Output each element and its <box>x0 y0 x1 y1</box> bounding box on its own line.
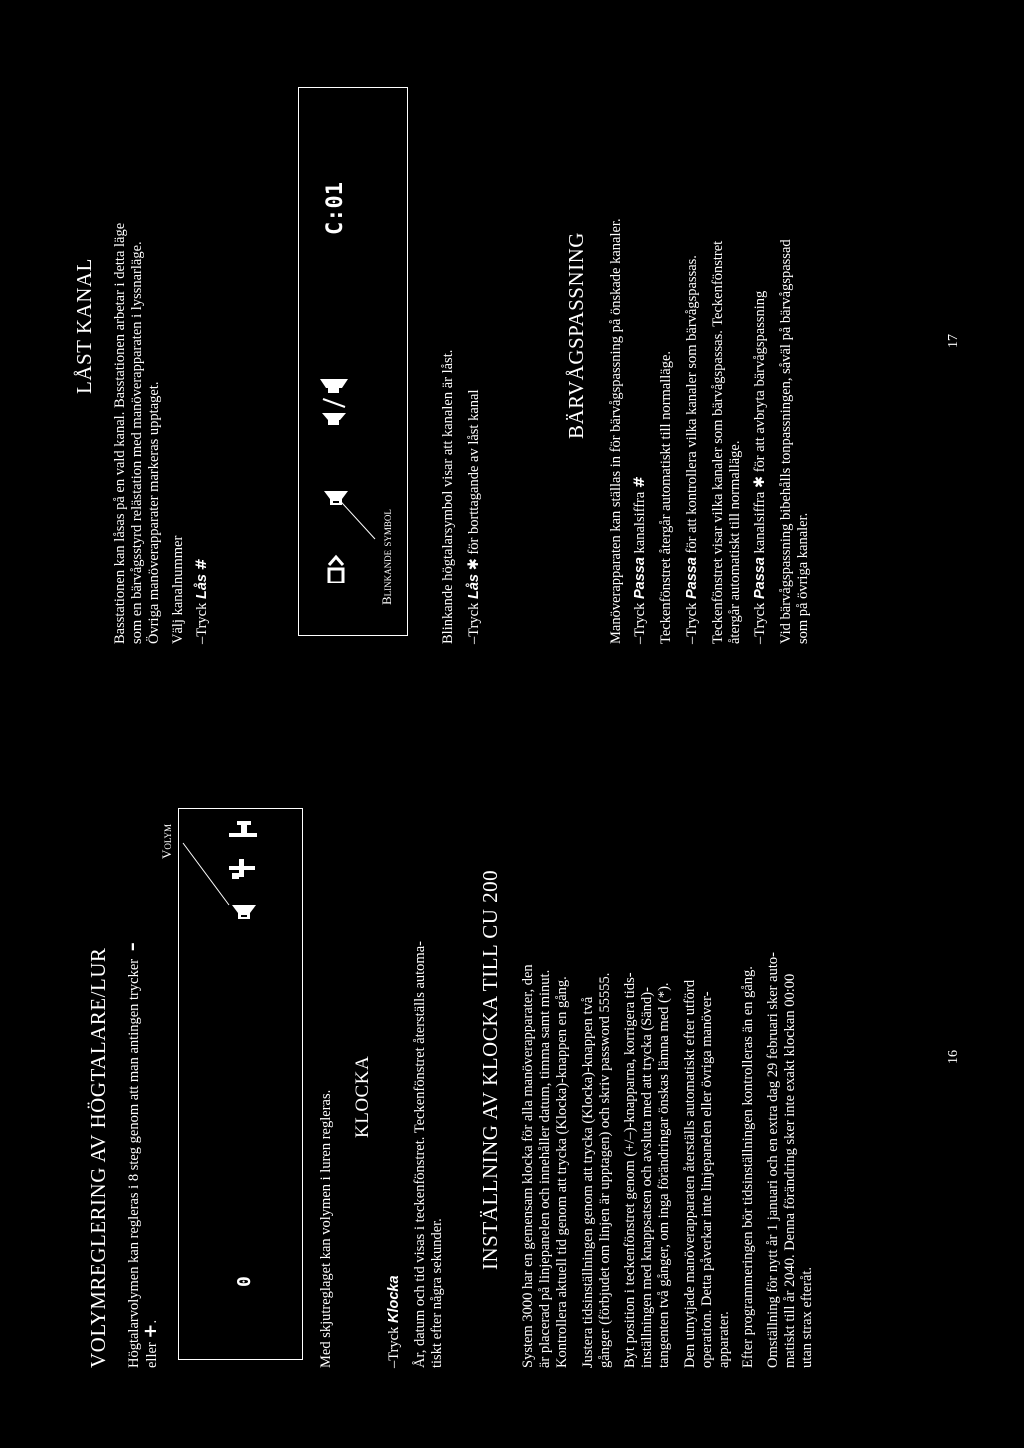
slider-text: Med skjutreglaget kan volymen i luren regleras. <box>318 1089 334 1368</box>
install-line-2: Kontrollera aktuell tid genom att trycka (Klocka)-knappen en gång. <box>554 976 570 1368</box>
blink-text: Blinkande högtalarsymbol visar att kanalen är låst. <box>440 349 456 644</box>
plus-key-symbol: + <box>140 1323 161 1339</box>
barv-press3-suffix: för att avbryta bärvågspassning <box>752 290 768 473</box>
passa-key-2: Passa <box>684 557 700 599</box>
barv-line-b1: Teckenfönstret visar vilka kanaler som bärvågspassas. Teckenfönstret <box>710 240 726 644</box>
install-line-13: matiskt till år 2040. Denna förändring sker inte exakt klockan 00:00 <box>782 973 798 1368</box>
vol-heading: VOLYMREGLERING AV HÖGTALARE/LUR <box>86 947 110 1368</box>
klocka-key-label: Klocka <box>386 1275 402 1323</box>
barvagspassning-heading: BÄRVÅGSPASSNING <box>564 232 588 439</box>
unlock-las-key: Lås <box>466 574 482 599</box>
vol-intro-3: . <box>144 1319 160 1324</box>
locked-channel-display-box <box>298 87 408 636</box>
unlock-suffix: för borttagande av låst kanal <box>466 389 482 555</box>
install-line-0: System 3000 har en gemensam klocka för alla manöverapparater, den <box>520 964 536 1368</box>
display-digit: 0 <box>234 1276 255 1287</box>
last-line-0: Basstationen kan låsas på en vald kanal. Basstationen arbetar i detta läge <box>112 222 128 644</box>
unlock-press-prefix: –Tryck <box>466 602 482 644</box>
barv-line-c2: som på övriga kanaler. <box>795 512 811 644</box>
page-number-16: 16 <box>946 1050 961 1064</box>
klocka-heading: KLOCKA <box>352 1055 373 1138</box>
barv-line-c1: Vid bärvågspassning bibehålls tonpassningen, såväl på bärvågspassad <box>778 239 794 644</box>
klocka-press-prefix: –Tryck <box>386 1326 402 1368</box>
install-line-4: gånger (förbjudet om linjen är upptagen) och skriv password 55555. <box>597 972 613 1368</box>
star-key-symbol-2: ✱ <box>752 475 768 489</box>
volume-label-pointer <box>175 833 235 913</box>
barv-press3-prefix: –Tryck <box>752 602 768 644</box>
klocka-press-line <box>386 1275 403 1368</box>
barv-press3-text: kanalsiffra <box>752 491 768 554</box>
klocka-text-1: År, datum och tid visas i teckenfönstret. Teckenfönstret återställs automa- <box>412 941 428 1368</box>
install-line-11: Efter programmeringen bör tidsinställningen kontrolleras än en gång. <box>740 966 756 1368</box>
unlock-press-line <box>466 390 483 644</box>
barv-press2-prefix: –Tryck <box>684 602 700 644</box>
barv-intro: Manöverapparaten kan ställas in för bärvågspassning på önskade kanaler. <box>608 218 624 644</box>
last-kanal-heading: LÅST KANAL <box>72 258 96 394</box>
hash-key-symbol-2: # <box>632 475 648 489</box>
passa-key-1: Passa <box>632 557 648 599</box>
page-number-17: 17 <box>946 334 961 348</box>
vol-intro-2: eller <box>144 1342 160 1368</box>
install-line-14: utan strax efteråt. <box>799 1266 815 1368</box>
barv-press2-line <box>684 255 701 644</box>
install-line-6: inställningen med knappsatsen och avsluta med att trycka (Sänd)- <box>639 987 655 1368</box>
barv-press3-line <box>752 291 769 644</box>
vol-intro-1: Högtalarvolymen kan regleras i 8 steg genom att man antingen trycker <box>126 958 142 1368</box>
vol-intro-line-2 <box>142 1320 161 1368</box>
las-key-label: Lås <box>194 574 210 599</box>
hash-key-symbol: # <box>194 558 210 571</box>
last-press-line <box>194 558 211 644</box>
passa-key-3: Passa <box>752 557 768 599</box>
barv-press1-text: kanalsiffra <box>632 491 648 554</box>
install-line-10: apparater. <box>716 1311 732 1368</box>
klocka-text-2: tiskt efter några sekunder. <box>429 1218 445 1368</box>
barv-press2-text: för att kontrollera vilka kanaler som bärvågspassas. <box>684 255 700 554</box>
barv-line-a: Teckenfönstret återgår automatiskt till normalläge. <box>658 350 674 644</box>
volume-label: Volym <box>159 824 174 859</box>
handset-lifted-icon <box>325 553 352 583</box>
install-line-7: tangenten två gånger, om inga förändringar önskas lämna med (*). <box>656 982 672 1368</box>
channel-display: C:01 <box>323 182 348 235</box>
speaker-pair-icon <box>319 377 354 425</box>
barv-press1-line <box>632 476 649 644</box>
volume-display-box <box>159 808 303 1360</box>
install-line-12: Omställning för nytt år 1 januari och en extra dag 29 februari sker auto- <box>765 952 781 1368</box>
blink-symbol-label: Blinkande symbol <box>379 509 394 605</box>
page-16 <box>0 724 1024 1448</box>
star-key-symbol: ✱ <box>466 558 482 571</box>
install-line-9: operation. Detta påverkar inte linjepanelen eller övriga manöver- <box>699 991 715 1368</box>
install-line-3: Justera tidsinställningen genom att trycka (Klocka)-knappen två <box>580 996 596 1368</box>
barv-press1-prefix: –Tryck <box>632 602 648 644</box>
speaker-icon <box>231 903 262 919</box>
last-choose: Välj kanalnummer <box>170 535 186 644</box>
install-line-5: Byt position i teckenfönstret genom (+/–)-knapparna, korrigera tids- <box>622 972 638 1368</box>
minus-key-symbol: – <box>122 942 143 952</box>
barv-line-b2: återgår automatiskt till normalläge. <box>727 440 743 644</box>
vol-intro-line-1 <box>124 942 143 1368</box>
install-line-1: är placerad på linjepanelen och innehåller datum, timma samt minut. <box>537 969 553 1368</box>
last-press-prefix: –Tryck <box>194 602 210 644</box>
blink-label-pointer <box>329 485 379 545</box>
install-line-8: Den utnytjade manöverapparaten återställs automatiskt efter utförd <box>682 979 698 1368</box>
last-line-1: som en bärvågsstyrd relästation med manöverapparaten i lyssnarläge. <box>129 241 145 644</box>
install-heading: INSTÄLLNING AV KLOCKA TILL CU 200 <box>478 869 502 1270</box>
last-line-2: Övriga manöverapparater markeras upptaget. <box>146 381 162 644</box>
